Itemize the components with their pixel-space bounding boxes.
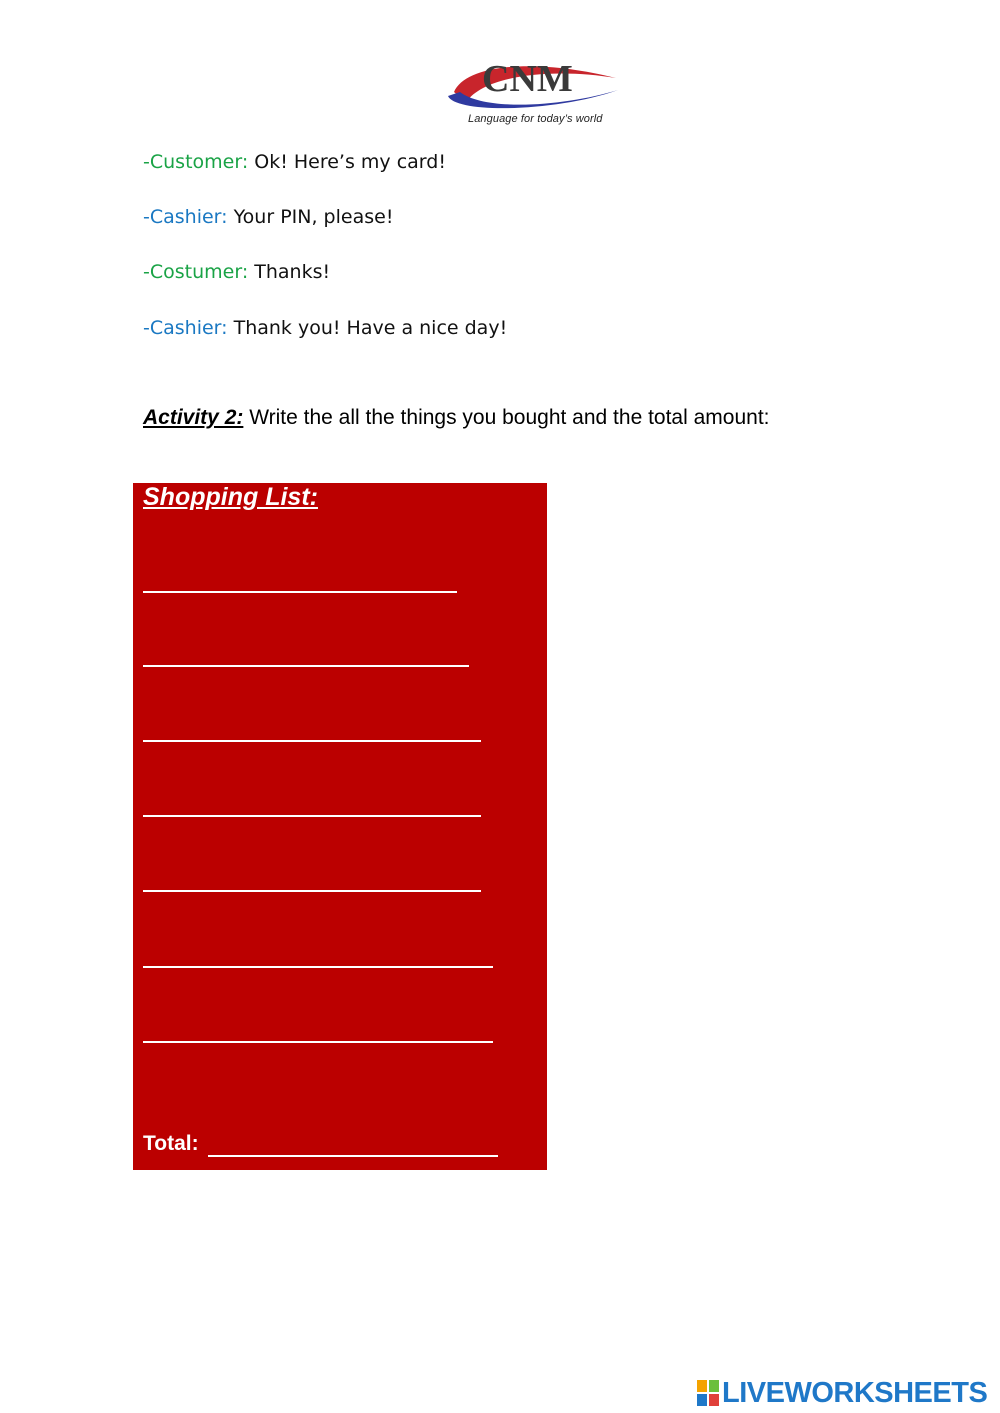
utterance-text: Thanks! (248, 261, 331, 283)
dialogue-line (143, 151, 446, 173)
utterance-text: Ok! Here’s my card! (248, 151, 446, 173)
shopping-item-blank[interactable] (143, 815, 481, 817)
speaker-label: -Customer: (143, 151, 249, 173)
shopping-list-box (133, 483, 547, 1170)
speaker-label: -Costumer: (143, 261, 249, 283)
liveworksheets-watermark (697, 1377, 987, 1409)
shopping-item-blank[interactable] (143, 1041, 493, 1043)
shopping-item-blank[interactable] (143, 591, 457, 593)
dialogue-line (143, 206, 393, 228)
logo-text: CNM (482, 58, 573, 100)
shopping-list-title: Shopping List: (143, 483, 318, 511)
logo-tagline: Language for today’s world (468, 113, 603, 125)
total-label: Total: (143, 1132, 199, 1155)
speaker-label: -Cashier: (143, 206, 228, 228)
dialogue-line (143, 317, 507, 339)
liveworksheets-icon (697, 1380, 719, 1406)
shopping-item-blank[interactable] (143, 966, 493, 968)
activity-instruction (143, 406, 770, 430)
activity-label: Activity 2: (143, 406, 244, 429)
speaker-label: -Cashier: (143, 317, 228, 339)
total-blank[interactable] (208, 1155, 498, 1157)
cnm-logo-icon (446, 56, 622, 116)
utterance-text: Thank you! Have a nice day! (227, 317, 508, 339)
utterance-text: Your PIN, please! (227, 206, 394, 228)
shopping-item-blank[interactable] (143, 665, 469, 667)
shopping-item-blank[interactable] (143, 890, 481, 892)
watermark-text: LIVEWORKSHEETS (722, 1376, 988, 1409)
dialogue-line (143, 261, 330, 283)
activity-text: Write the all the things you bought and the total amount: (243, 406, 770, 429)
shopping-item-blank[interactable] (143, 740, 481, 742)
